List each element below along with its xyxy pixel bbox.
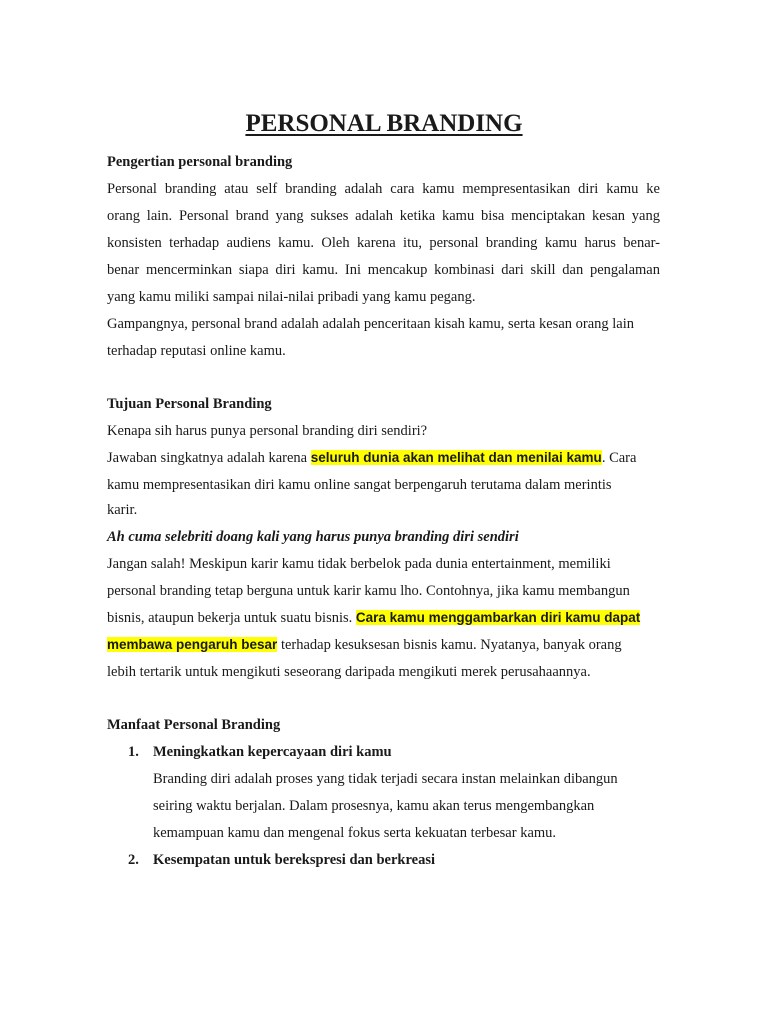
list-item-line: kemampuan kamu dan mengenal fokus serta kekuatan terbesar kamu. (153, 825, 557, 841)
paragraph-text: bisnis, ataupun bekerja untuk suatu bisnis. (107, 610, 356, 626)
list-item-title: Meningkatkan kepercayaan diri kamu (153, 744, 392, 760)
highlighted-text: seluruh dunia akan melihat dan menilai kamu (310, 450, 602, 465)
section-heading-manfaat: Manfaat Personal Branding (107, 717, 281, 733)
list-number: 2. (128, 852, 139, 868)
paragraph-text: terhadap kesuksesan bisnis kamu. Nyatanya, banyak orang (277, 637, 622, 653)
list-number: 1. (128, 744, 139, 760)
paragraph-line: personal branding tetap berguna untuk karir kamu lho. Contohnya, jika kamu membangun (107, 583, 630, 599)
list-item-title: Kesempatan untuk berekspresi dan berkreasi (153, 852, 435, 868)
section-heading-pengertian: Pengertian personal branding (107, 154, 293, 170)
paragraph-line: lebih tertarik untuk mengikuti seseorang daripada mengikuti merek perusahaannya. (107, 664, 591, 680)
paragraph-line (107, 635, 622, 655)
paragraph-line: kamu mempresentasikan diri kamu online sangat berpengaruh terutama dalam merintis (107, 477, 612, 493)
highlighted-text: Cara kamu menggambarkan diri kamu dapat (355, 610, 641, 625)
paragraph-line: konsisten terhadap audiens kamu. Oleh karena itu, personal branding kamu harus benar- (107, 235, 660, 251)
paragraph-line: Gampangnya, personal brand adalah adalah penceritaan kisah kamu, serta kesan orang lain (107, 316, 635, 332)
paragraph-line: yang kamu miliki sampai nilai-nilai pribadi yang kamu pegang. (107, 289, 476, 305)
section-heading-tujuan: Tujuan Personal Branding (107, 396, 272, 412)
paragraph-line: Personal branding atau self branding adalah cara kamu mempresentasikan diri kamu ke (107, 181, 660, 197)
answer-text: . Cara (601, 450, 637, 466)
paragraph-line (107, 608, 640, 628)
paragraph-line: karir. (107, 502, 138, 518)
italic-remark: Ah cuma selebriti doang kali yang harus punya branding diri sendiri (107, 529, 519, 545)
paragraph-line: terhadap reputasi online kamu. (107, 343, 286, 359)
highlighted-text: membawa pengaruh besar (107, 637, 278, 652)
list-item-line: seiring waktu berjalan. Dalam prosesnya, kamu akan terus mengembangkan (153, 798, 595, 814)
document-title: PERSONAL BRANDING (245, 110, 523, 137)
question-line: Kenapa sih harus punya personal branding diri sendiri? (107, 423, 428, 439)
paragraph-line: benar mencerminkan siapa diri kamu. Ini mencakup kombinasi dari skill dan pengalaman (107, 262, 660, 278)
paragraph-line: Jangan salah! Meskipun karir kamu tidak berbelok pada dunia entertainment, memiliki (107, 556, 611, 572)
paragraph-line: orang lain. Personal brand yang sukses adalah ketika kamu bisa menciptakan kesan yang (107, 208, 660, 224)
answer-text: Jawaban singkatnya adalah karena (107, 450, 311, 466)
list-item-line: Branding diri adalah proses yang tidak terjadi secara instan melainkan dibangun (153, 771, 618, 787)
answer-line (107, 448, 636, 468)
